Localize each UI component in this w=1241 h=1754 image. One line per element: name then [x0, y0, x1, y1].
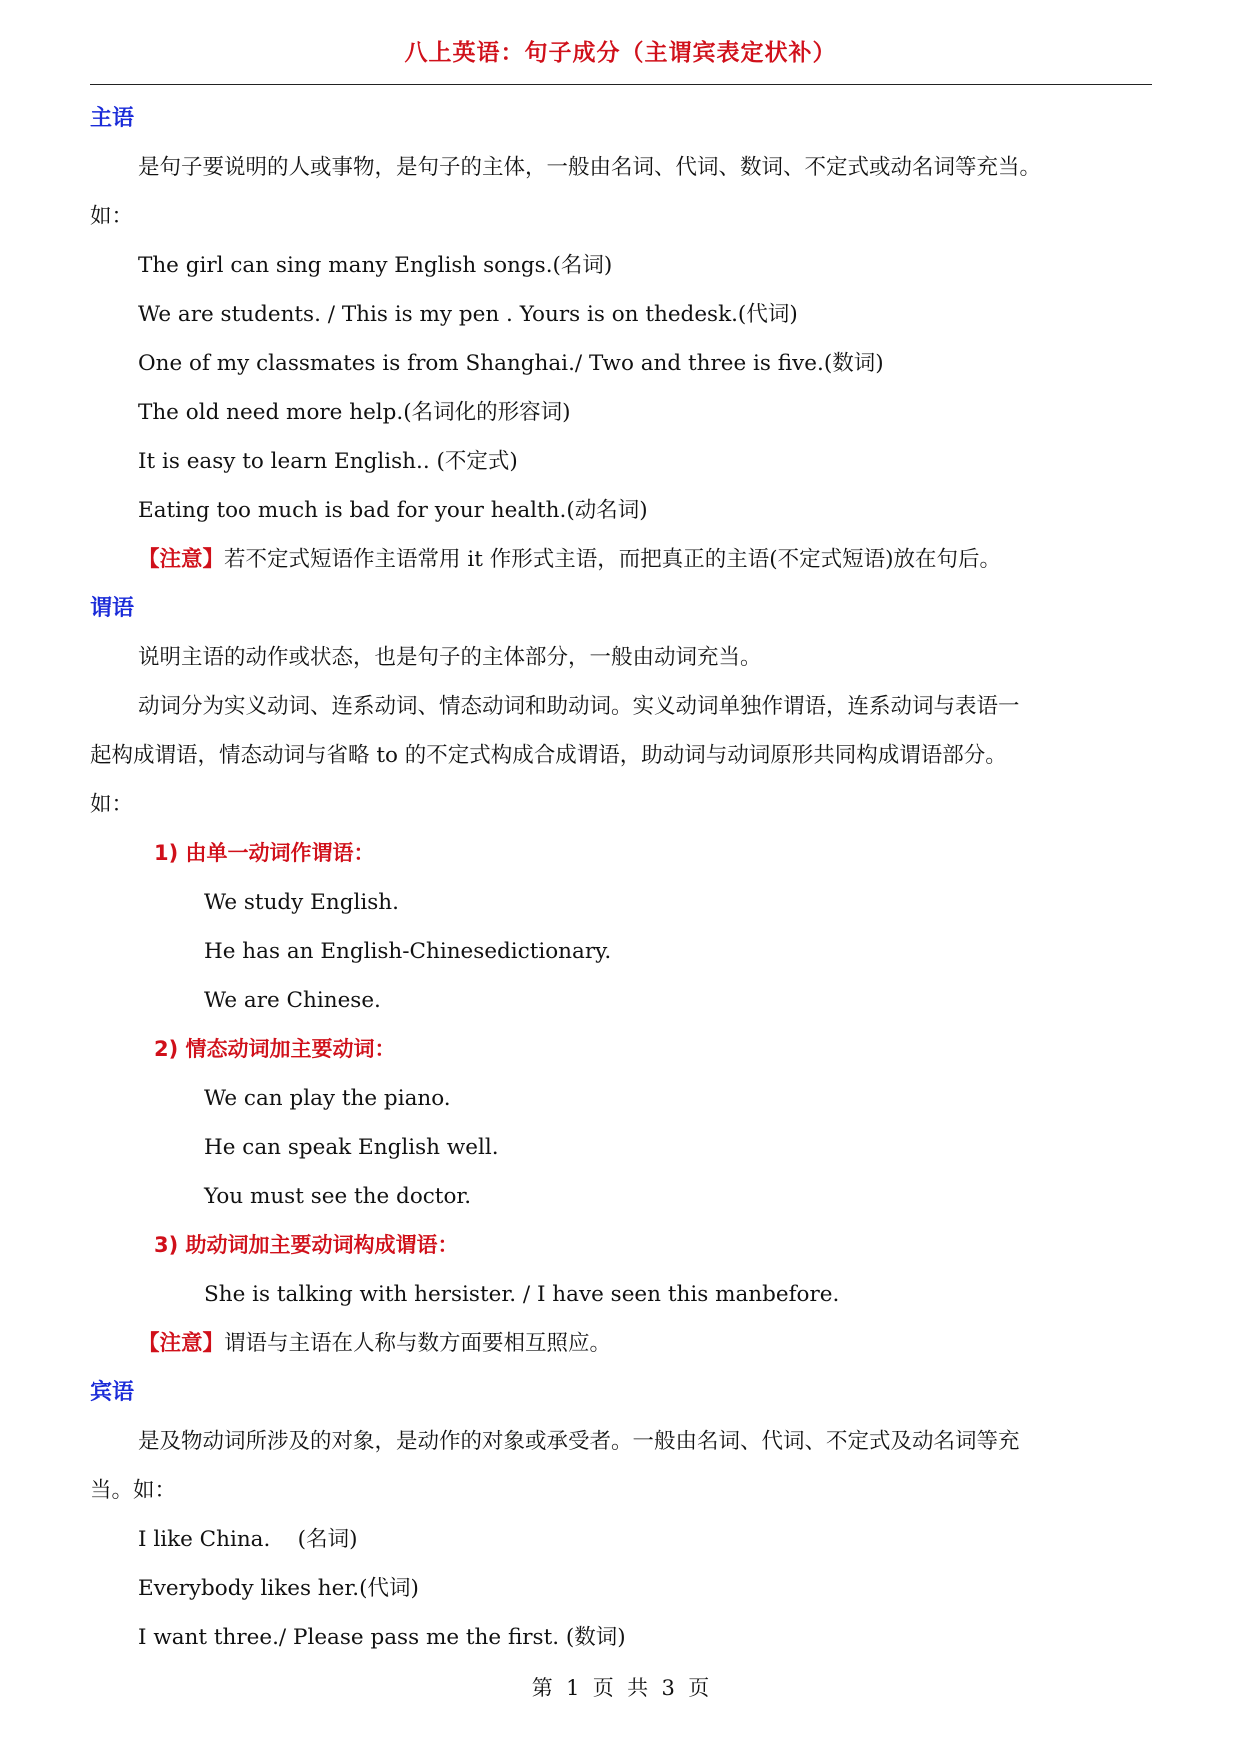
- page-number: 第 1 页 共 3 页: [531, 1676, 710, 1700]
- paragraph-text: 如：: [90, 792, 134, 817]
- example-sentence: One of my classmates is from Shanghai./ Two and three is five.(数词): [138, 351, 884, 376]
- section-heading-object: 宾语: [90, 1380, 135, 1405]
- note-text: 若不定式短语作主语常用 it 作形式主语，而把真正的主语(不定式短语)放在句后。: [224, 547, 1001, 572]
- section-heading-predicate: 谓语: [90, 596, 135, 621]
- paragraph-text: 是及物动词所涉及的对象，是动作的对象或承受者。一般由名词、代词、不定式及动名词等充: [138, 1429, 1020, 1454]
- note-label: 【注意】: [138, 1331, 225, 1356]
- example-sentence: I want three./ Please pass me the first. (数词): [138, 1625, 626, 1650]
- example-sentence: I like China. (名词): [138, 1527, 358, 1552]
- example-sentence: We are Chinese.: [204, 988, 381, 1013]
- example-sentence: We study English.: [204, 890, 399, 915]
- paragraph-text: 如：: [90, 204, 134, 229]
- note-paragraph: [90, 535, 1152, 584]
- example-sentence: The girl can sing many English songs.(名词): [138, 253, 613, 278]
- header-divider: [90, 84, 1152, 85]
- subsection-title: 3) 助动词加主要动词构成谓语：: [154, 1233, 459, 1257]
- section-heading-subject: 主语: [90, 106, 135, 131]
- example-sentence: We are students. / This is my pen . Yours is on thedesk.(代词): [138, 302, 798, 327]
- example-sentence: Everybody likes her.(代词): [138, 1576, 419, 1601]
- subsection-title: 1) 由单一动词作谓语：: [154, 841, 375, 865]
- paragraph-text: 起构成谓语，情态动词与省略 to 的不定式构成合成谓语，助动词与动词原形共同构成谓语部分。: [90, 743, 1007, 768]
- note-label: 【注意】: [138, 547, 225, 572]
- note-paragraph: [90, 1319, 1152, 1368]
- example-sentence: He has an English-Chinesedictionary.: [204, 939, 612, 964]
- example-sentence: She is talking with hersister. / I have seen this manbefore.: [204, 1282, 840, 1307]
- paragraph-text: 是句子要说明的人或事物，是句子的主体，一般由名词、代词、数词、不定式或动名词等充当。: [138, 155, 1042, 180]
- paragraph-text: 当。如：: [90, 1478, 177, 1503]
- document-body: [90, 94, 1152, 1662]
- page-header-title: 八上英语：句子成分（主谓宾表定状补）: [404, 40, 837, 66]
- paragraph-text: 说明主语的动作或状态，也是句子的主体部分，一般由动词充当。: [138, 645, 762, 670]
- example-sentence: You must see the doctor.: [204, 1184, 472, 1209]
- subsection-title: 2) 情态动词加主要动词：: [154, 1037, 396, 1061]
- example-sentence: The old need more help.(名词化的形容词): [138, 400, 571, 425]
- example-sentence: It is easy to learn English.. (不定式): [138, 449, 518, 474]
- note-text: 谓语与主语在人称与数方面要相互照应。: [224, 1331, 612, 1356]
- paragraph-text: 动词分为实义动词、连系动词、情态动词和助动词。实义动词单独作谓语，连系动词与表语一: [138, 694, 1020, 719]
- example-sentence: We can play the piano.: [204, 1086, 451, 1111]
- example-sentence: Eating too much is bad for your health.(动名词): [138, 498, 648, 523]
- example-sentence: He can speak English well.: [204, 1135, 499, 1160]
